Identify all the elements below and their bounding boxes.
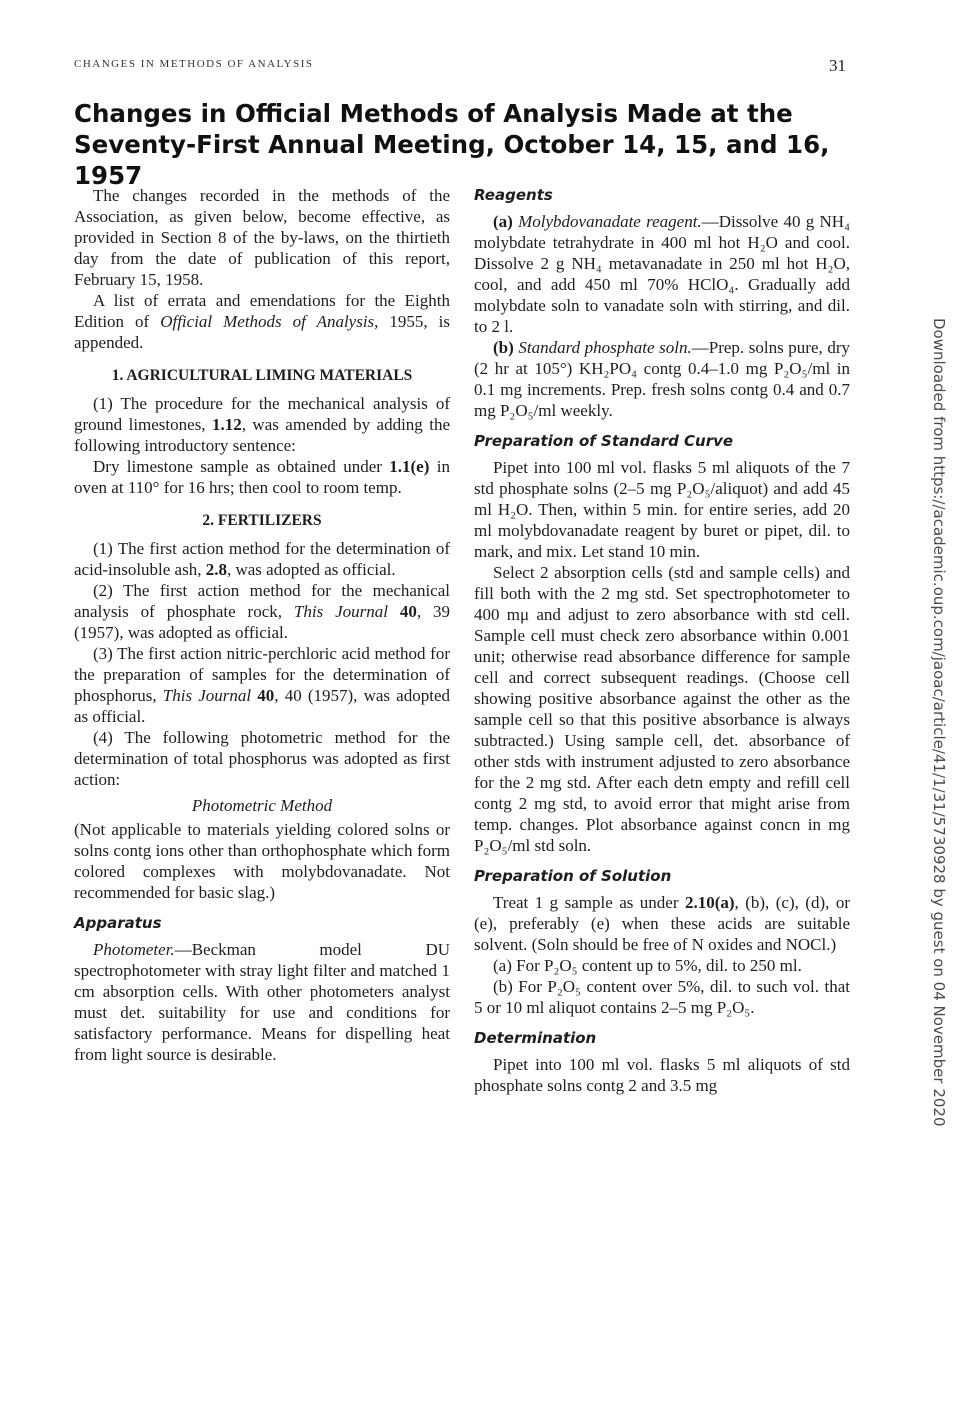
standard-curve-heading: Preparation of Standard Curve xyxy=(474,432,734,450)
section-1-paragraph-1: (1) The procedure for the mechanical analysis of ground limestones, 1.12, was amended by adding the following introductory sentence: xyxy=(74,394,450,455)
intro-paragraph-1: The changes recorded in the methods of the Association, as given below, become effective, as provided in Section 8 of the by-laws, on the thirtieth day from the date of publication of this report, February 15, 1958. xyxy=(74,186,450,289)
standard-curve-paragraph-1: Pipet into 100 ml vol. flasks 5 ml aliquots of the 7 std phosphate solns (2–5 mg P₂O₅/aliquot) and add 45 ml H₂O. Then, within 5 min. for entire series, add 20 ml molybdovanadate reagent by buret or pipet, dil. to mark, and mix. Let stand 10 min. xyxy=(474,458,850,561)
download-watermark xyxy=(928,318,948,1127)
solution-paragraph-2: (a) For P₂O₅ content up to 5%, dil. to 250 ml. xyxy=(493,956,802,975)
method-note: (Not applicable to materials yielding colored solns or solns contg ions other than orthophosphate which form colored complexes with molybdovanadate. Not recommended for basic slag.) xyxy=(74,820,450,902)
section-2-paragraph-2: (2) The first action method for the mechanical analysis of phosphate rock, This Journal 40, 39 (1957), was adopted as official. xyxy=(74,581,450,642)
solution-heading: Preparation of Solution xyxy=(474,867,672,885)
book-title: Official Methods of Analysis, xyxy=(160,312,379,331)
section-2-heading: 2. FERTILIZERS xyxy=(202,512,322,529)
apparatus-heading: Apparatus xyxy=(74,914,162,932)
section-1-paragraph-2: Dry limestone sample as obtained under 1.1(e) in oven at 110° for 16 hrs; then cool to room temp. xyxy=(74,457,450,497)
reagent-a-paragraph: (a) Molybdovanadate reagent.—Dissolve 40 g NH₄ molybdate tetrahydrate in 400 ml hot H₂O and cool. Dissolve 2 g NH₄ metavanadate in 250 ml hot H₂O, cool, and add 450 ml 70% HClO₄. Gradually add molybdate soln to vanadate soln with stirring, and dil. to 2 l. xyxy=(474,212,851,336)
solution-paragraph-3: (b) For P₂O₅ content over 5%, dil. to such vol. that 5 or 10 ml aliquot contains 2–5 mg P₂O₅. xyxy=(474,977,850,1017)
reagent-b-paragraph: (b) Standard phosphate soln.—Prep. solns pure, dry (2 hr at 105°) KH₂PO₄ contg 0.4–1.0 mg P₂O₅/ml in 0.1 mg increments. Prep. fresh solns contg 0.4 and 0.7 mg P₂O₅/ml weekly. xyxy=(474,338,851,420)
left-column xyxy=(74,185,450,1065)
article-title: Changes in Official Methods of Analysis Made at the Seventy-First Annual Meeting, October 14, 15, and 16, 1957 xyxy=(74,99,830,190)
section-1-heading: 1. AGRICULTURAL LIMING MATERIALS xyxy=(111,367,413,384)
section-2-paragraph-4: (4) The following photometric method for the determination of total phosphorus was adopted as first action: xyxy=(74,728,450,789)
page-number: 31 xyxy=(829,56,846,75)
solution-paragraph-1: Treat 1 g sample as under 2.10(a), (b), (c), (d), or (e), preferably (e) when these acids are suitable solvent. (Soln should be free of N oxides and NOCl.) xyxy=(474,893,850,954)
apparatus-paragraph: Photometer.—Beckman model DU spectrophotometer with stray light filter and matched 1 cm absorption cells. With other photometers analyst must det. suitability for use and conditions for satisfactory performance. Means for dispelling heat from light source is desirable. xyxy=(74,940,450,1064)
reagents-heading: Reagents xyxy=(474,186,553,204)
section-2-paragraph-3: (3) The first action nitric-perchloric acid method for the preparation of samples for the determination of phosphorus, This Journal 40, 40 (1957), was adopted as official. xyxy=(74,644,450,726)
running-head: CHANGES IN METHODS OF ANALYSIS xyxy=(74,58,314,70)
right-column xyxy=(474,185,850,1096)
download-watermark-text: Downloaded from https://academic.oup.com/jaoac/article/41/1/31/5730928 by guest on 04 November 2020 xyxy=(930,318,948,1127)
determination-paragraph: Pipet into 100 ml vol. flasks 5 ml aliquots of std phosphate solns contg 2 and 3.5 mg xyxy=(474,1055,850,1095)
section-2-paragraph-1: (1) The first action method for the determination of acid-insoluble ash, 2.8, was adopted as official. xyxy=(74,539,450,579)
method-title: Photometric Method xyxy=(191,796,333,815)
intro-paragraph-2: A list of errata and emendations for the Eighth Edition of Official Methods of Analysis, 1955, is appended. xyxy=(74,291,451,352)
standard-curve-paragraph-2: Select 2 absorption cells (std and sample cells) and fill both with the 2 mg std. Set spectrophotometer to 400 mμ and adjust to zero absorbance with std cell. Sample cell must check zero absorbance within 0.001 unit; otherwise read absorbance difference for sample cell and correct subsequent readings. (Choose cell showing positive absorbance against the other as the sample cell so that this positive absorbance is always subtracted.) Using sample cell, det. absorbance of other stds with instrument adjusted to zero absorbance for the 2 mg std. After each detn empty and refill cell contg 2 mg std, to avoid error that might arise from temp. changes. Plot absorbance against concn in mg P₂O₅/ml std soln. xyxy=(474,563,850,855)
determination-heading: Determination xyxy=(474,1029,597,1047)
